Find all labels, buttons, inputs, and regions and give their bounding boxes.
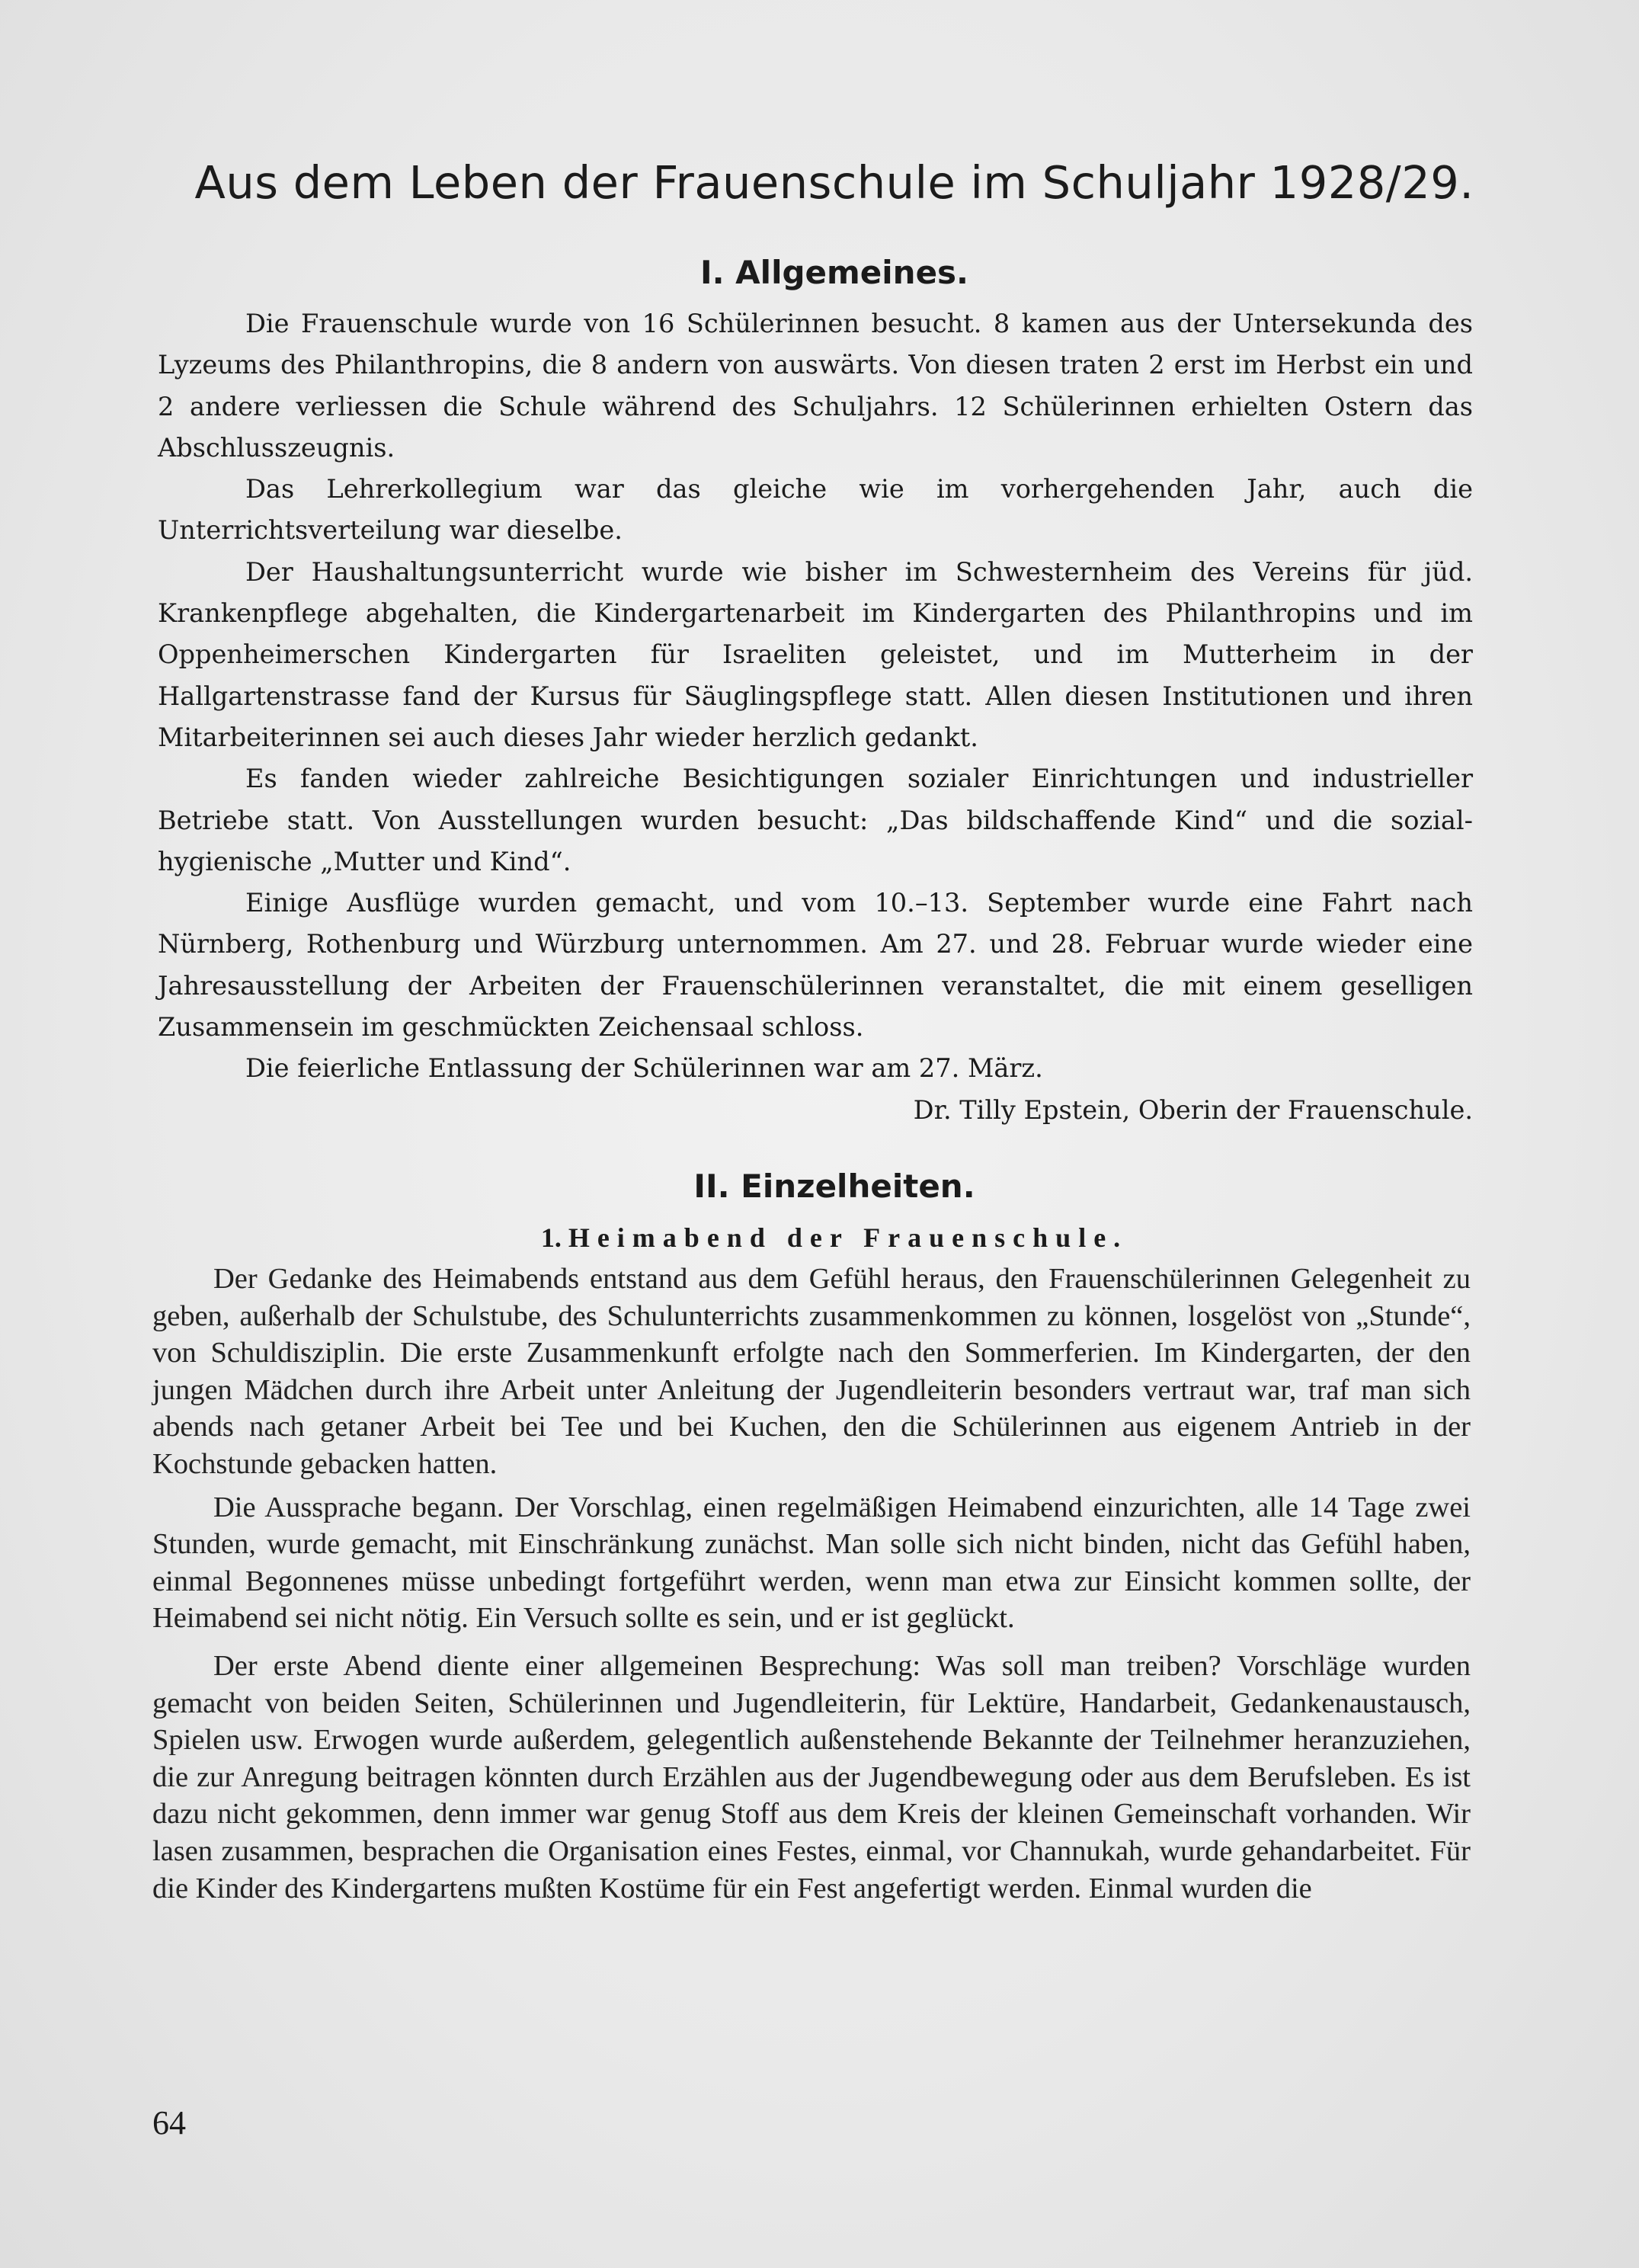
section-heading-allgemeines: I. Allgemeines.	[699, 254, 969, 291]
paragraph: Der Haushaltungsunterricht wurde wie bisher im Schwesternheim des Vereins für jüd. Krankenpflege abgehalten, die Kindergartenarbeit im Kindergarten des Philanthropins und im Oppenheimerschen Kindergarten für Israeliten geleistet, und im Mutterheim in der Hallgartenstrasse fand der Kursus für Säuglingspflege statt. Allen diesen Institutionen und ihren Mitarbeiterinnen sei auch dieses Jahr wieder herzlich gedankt.	[158, 556, 1473, 752]
paragraph: Einige Ausflüge wurden gemacht, und vom 10.–13. September wurde eine Fahrt nach Nürnberg, Rothenburg und Würzburg unternommen. Am 27. und 28. Februar wurde wieder eine Jahresausstellung der Arbeiten der Frauenschülerinnen veranstaltet, die mit einem geselligen Zusammensein im geschmückten Zeichensaal schloss.	[158, 888, 1473, 1043]
paragraph: Der Gedanke des Heimabends entstand aus dem Gefühl heraus, den Frauenschülerinnen Gelegenheit zu geben, außerhalb der Schulstube, des Schulunterrichts zusammenkommen zu können, losgelöst von „Stunde“, von Schuldisziplin. Die erste Zusammenkunft erfolgte nach den Sommerferien. Im Kindergarten, der den jungen Mädchen durch ihre Arbeit unter Anleitung der Jugendleiterin besonders vertraut war, traf man sich abends nach getaner Arbeit bei Tee und bei Kuchen, den die Schülerinnen aus eigenem Antrieb in der Kochstunde gebacken hatten.	[152, 1263, 1471, 1480]
paragraph: Es fanden wieder zahlreiche Besichtigungen sozialer Einrichtungen und industrieller Betriebe statt. Von Ausstellungen wurden besucht: „Das bildschaffende Kind“ und die sozial-hygienische „Mutter und Kind“.	[158, 764, 1473, 876]
section-einzelheiten-body	[152, 1261, 1471, 1907]
section-heading-einzelheiten: II. Einzelheiten.	[693, 1168, 975, 1205]
page-title: Aus dem Leben der Frauenschule im Schuljahr 1928/29.	[194, 156, 1474, 209]
page-number: 64	[152, 2104, 186, 2141]
signature: Dr. Tilly Epstein, Oberin der Frauenschule.	[913, 1094, 1473, 1125]
subsection-number: 1.	[540, 1222, 562, 1253]
paragraph: Die feierliche Entlassung der Schülerinnen war am 27. März.	[245, 1053, 1043, 1084]
paragraph: Die Aussprache begann. Der Vorschlag, einen regelmäßigen Heimabend einzurichten, alle 14 Tage zwei Stunden, wurde gemacht, mit Einschränkung zunächst. Man solle sich nicht binden, nicht das Gefühl haben, einmal Begonnenes müsse unbedingt fortgeführt werden, wenn man etwa zur Einsicht kommen sollte, der Heimabend sei nicht nötig. Ein Versuch sollte es sein, und er ist geglückt.	[152, 1491, 1471, 1635]
subsection-title: Heimabend der Frauenschule.	[568, 1222, 1128, 1253]
paragraph: Der erste Abend diente einer allgemeinen Besprechung: Was soll man treiben? Vorschläge wurden gemacht von beiden Seiten, Schülerinnen und Jugendleiterin, für Lektüre, Handarbeit, Gedankenaustausch, Spielen usw. Erwogen wurde außerdem, gelegentlich außenstehende Bekannte der Teilnehmer heranzuziehen, die zur Anregung beitragen könnten durch Erzählen aus der Jugendbewegung oder aus dem Berufsleben. Es ist dazu nicht gekommen, denn immer war genug Stoff aus dem Kreis der kleinen Gemeinschaft vorhanden. Wir lasen zusammen, besprachen die Organisation eines Festes, einmal, vor Channukah, wurde gehandarbeitet. Für die Kinder des Kindergartens mußten Kostüme für ein Fest angefertigt werden. Einmal wurden die	[152, 1649, 1471, 1904]
subsection-heading	[137, 1222, 1532, 1254]
paragraph: Das Lehrerkollegium war das gleiche wie im vorhergehenden Jahr, auch die Unterrichtsverteilung war dieselbe.	[158, 474, 1473, 546]
paragraph: Die Frauenschule wurde von 16 Schülerinnen besucht. 8 kamen aus der Untersekunda des Lyzeums des Philanthropins, die 8 andern von auswärts. Von diesen traten 2 erst im Herbst ein und 2 andere verliessen die Schule während des Schuljahrs. 12 Schülerinnen erhielten Ostern das Abschlusszeugnis.	[158, 309, 1473, 463]
section-allgemeines-body	[158, 303, 1473, 1131]
